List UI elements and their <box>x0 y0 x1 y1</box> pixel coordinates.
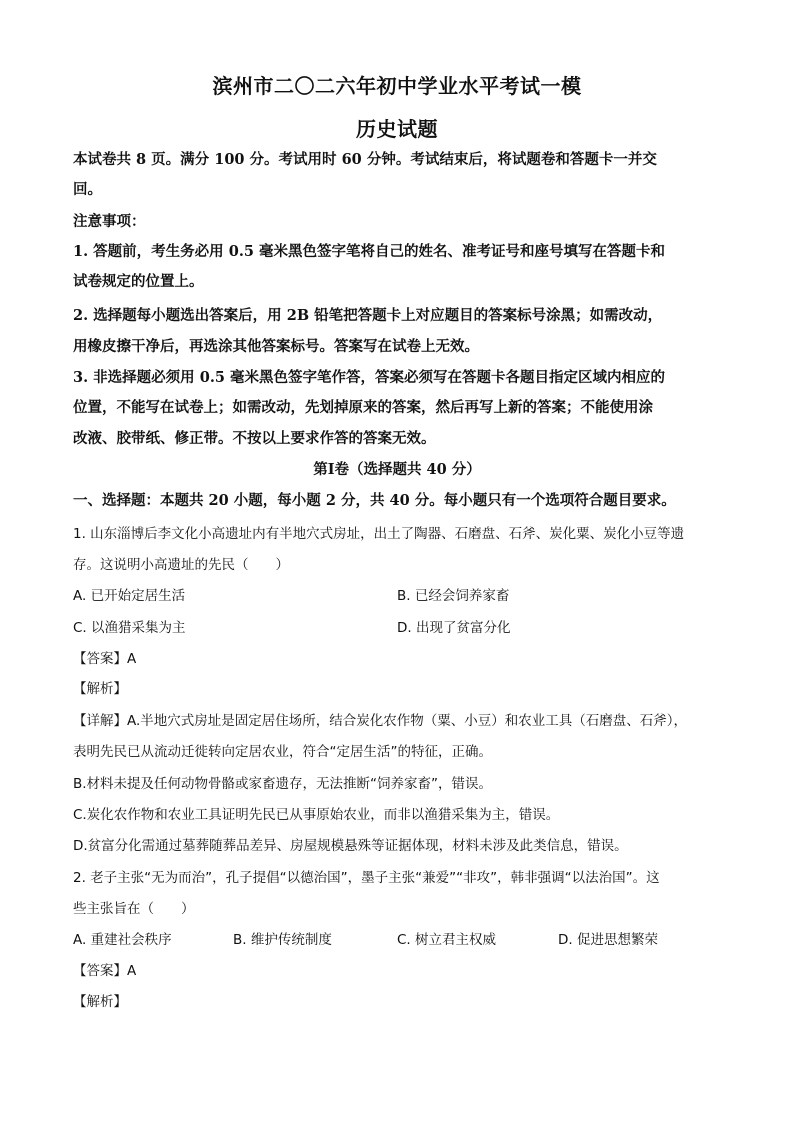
q1-detail-line-1: 【详解】A.半地穴式房址是固定居住场所，结合炭化农作物（粟、小豆）和农业工具（石磨盘、石斧）， <box>73 713 688 729</box>
note-1-line-2: 试卷规定的位置上。 <box>73 273 204 290</box>
intro-line-1: 本试卷共 8 页。满分 100 分。考试用时 60 分钟。考试结束后，将试题卷和答题卡一并交 <box>73 151 657 168</box>
q2-option-b: B. 维护传统制度 <box>233 932 332 948</box>
q2-stem-line-1: 2. 老子主张“无为而治”，孔子提倡“以德治国”，墨子主张“兼爱”“非攻”，韩非强调“以法治国”。这 <box>73 870 660 886</box>
q1-detail-d: D.贫富分化需通过墓葬随葬品差异、房屋规模悬殊等证据体现，材料未涉及此类信息，错误。 <box>73 838 628 854</box>
q1-detail-b: B.材料未提及任何动物骨骼或家畜遗存，无法推断“饲养家畜”，错误。 <box>73 776 493 792</box>
q2-stem-line-2: 些主张旨在（ ） <box>73 901 195 917</box>
note-3-line-1: 3. 非选择题必须用 0.5 毫米黑色签字笔作答，答案必须写在答题卡各题目指定区域内相应的 <box>73 369 666 386</box>
q1-detail-line-2: 表明先民已从流动迁徙转向定居农业，符合“定居生活”的特征，正确。 <box>73 744 492 760</box>
notes-heading: 注意事项： <box>73 213 146 230</box>
q2-answer: 【答案】A <box>73 963 137 979</box>
exam-subtitle: 历史试题 <box>356 117 438 141</box>
section-instruction: 一、选择题：本题共 20 小题，每小题 2 分，共 40 分。每小题只有一个选项符合题目要求。 <box>73 492 676 509</box>
note-3-line-3: 改液、胶带纸、修正带。不按以上要求作答的答案无效。 <box>73 430 436 447</box>
q1-stem-line-1: 1. 山东淄博后李文化小高遗址内有半地穴式房址，出土了陶器、石磨盘、石斧、炭化粟、炭化小豆等遗 <box>73 526 685 542</box>
q1-stem-line-2: 存。这说明小高遗址的先民（ ） <box>73 557 289 573</box>
q1-option-c: C. 以渔猎采集为主 <box>73 620 186 636</box>
q1-option-d: D. 出现了贫富分化 <box>397 620 511 636</box>
q2-option-d: D. 促进思想繁荣 <box>558 932 658 948</box>
q2-analysis-label: 【解析】 <box>73 994 127 1010</box>
exam-title: 滨州市二〇二六年初中学业水平考试一模 <box>212 74 582 98</box>
q1-option-b: B. 已经会饲养家畜 <box>397 588 510 604</box>
section-title: 第Ⅰ卷（选择题共 40 分） <box>313 461 481 478</box>
q2-option-c: C. 树立君主权威 <box>397 932 497 948</box>
note-3-line-2: 位置，不能写在试卷上；如需改动，先划掉原来的答案，然后再写上新的答案；不能使用涂 <box>73 399 653 416</box>
q1-analysis-label: 【解析】 <box>73 681 127 697</box>
q1-detail-c: C.炭化农作物和农业工具证明先民已从事原始农业，而非以渔猎采集为主，错误。 <box>73 807 560 823</box>
note-2-line-2: 用橡皮擦干净后，再选涂其他答案标号。答案写在试卷上无效。 <box>73 338 479 355</box>
q2-option-a: A. 重建社会秩序 <box>73 932 172 948</box>
intro-line-2: 回。 <box>73 181 102 198</box>
note-2-line-1: 2. 选择题每小题选出答案后，用 2B 铅笔把答题卡上对应题目的答案标号涂黑；如需改动， <box>73 307 663 324</box>
q1-option-a: A. 已开始定居生活 <box>73 588 186 604</box>
q1-answer: 【答案】A <box>73 651 137 667</box>
note-1-line-1: 1. 答题前，考生务必用 0.5 毫米黑色签字笔将自己的姓名、准考证号和座号填写在答题卡和 <box>73 243 666 260</box>
